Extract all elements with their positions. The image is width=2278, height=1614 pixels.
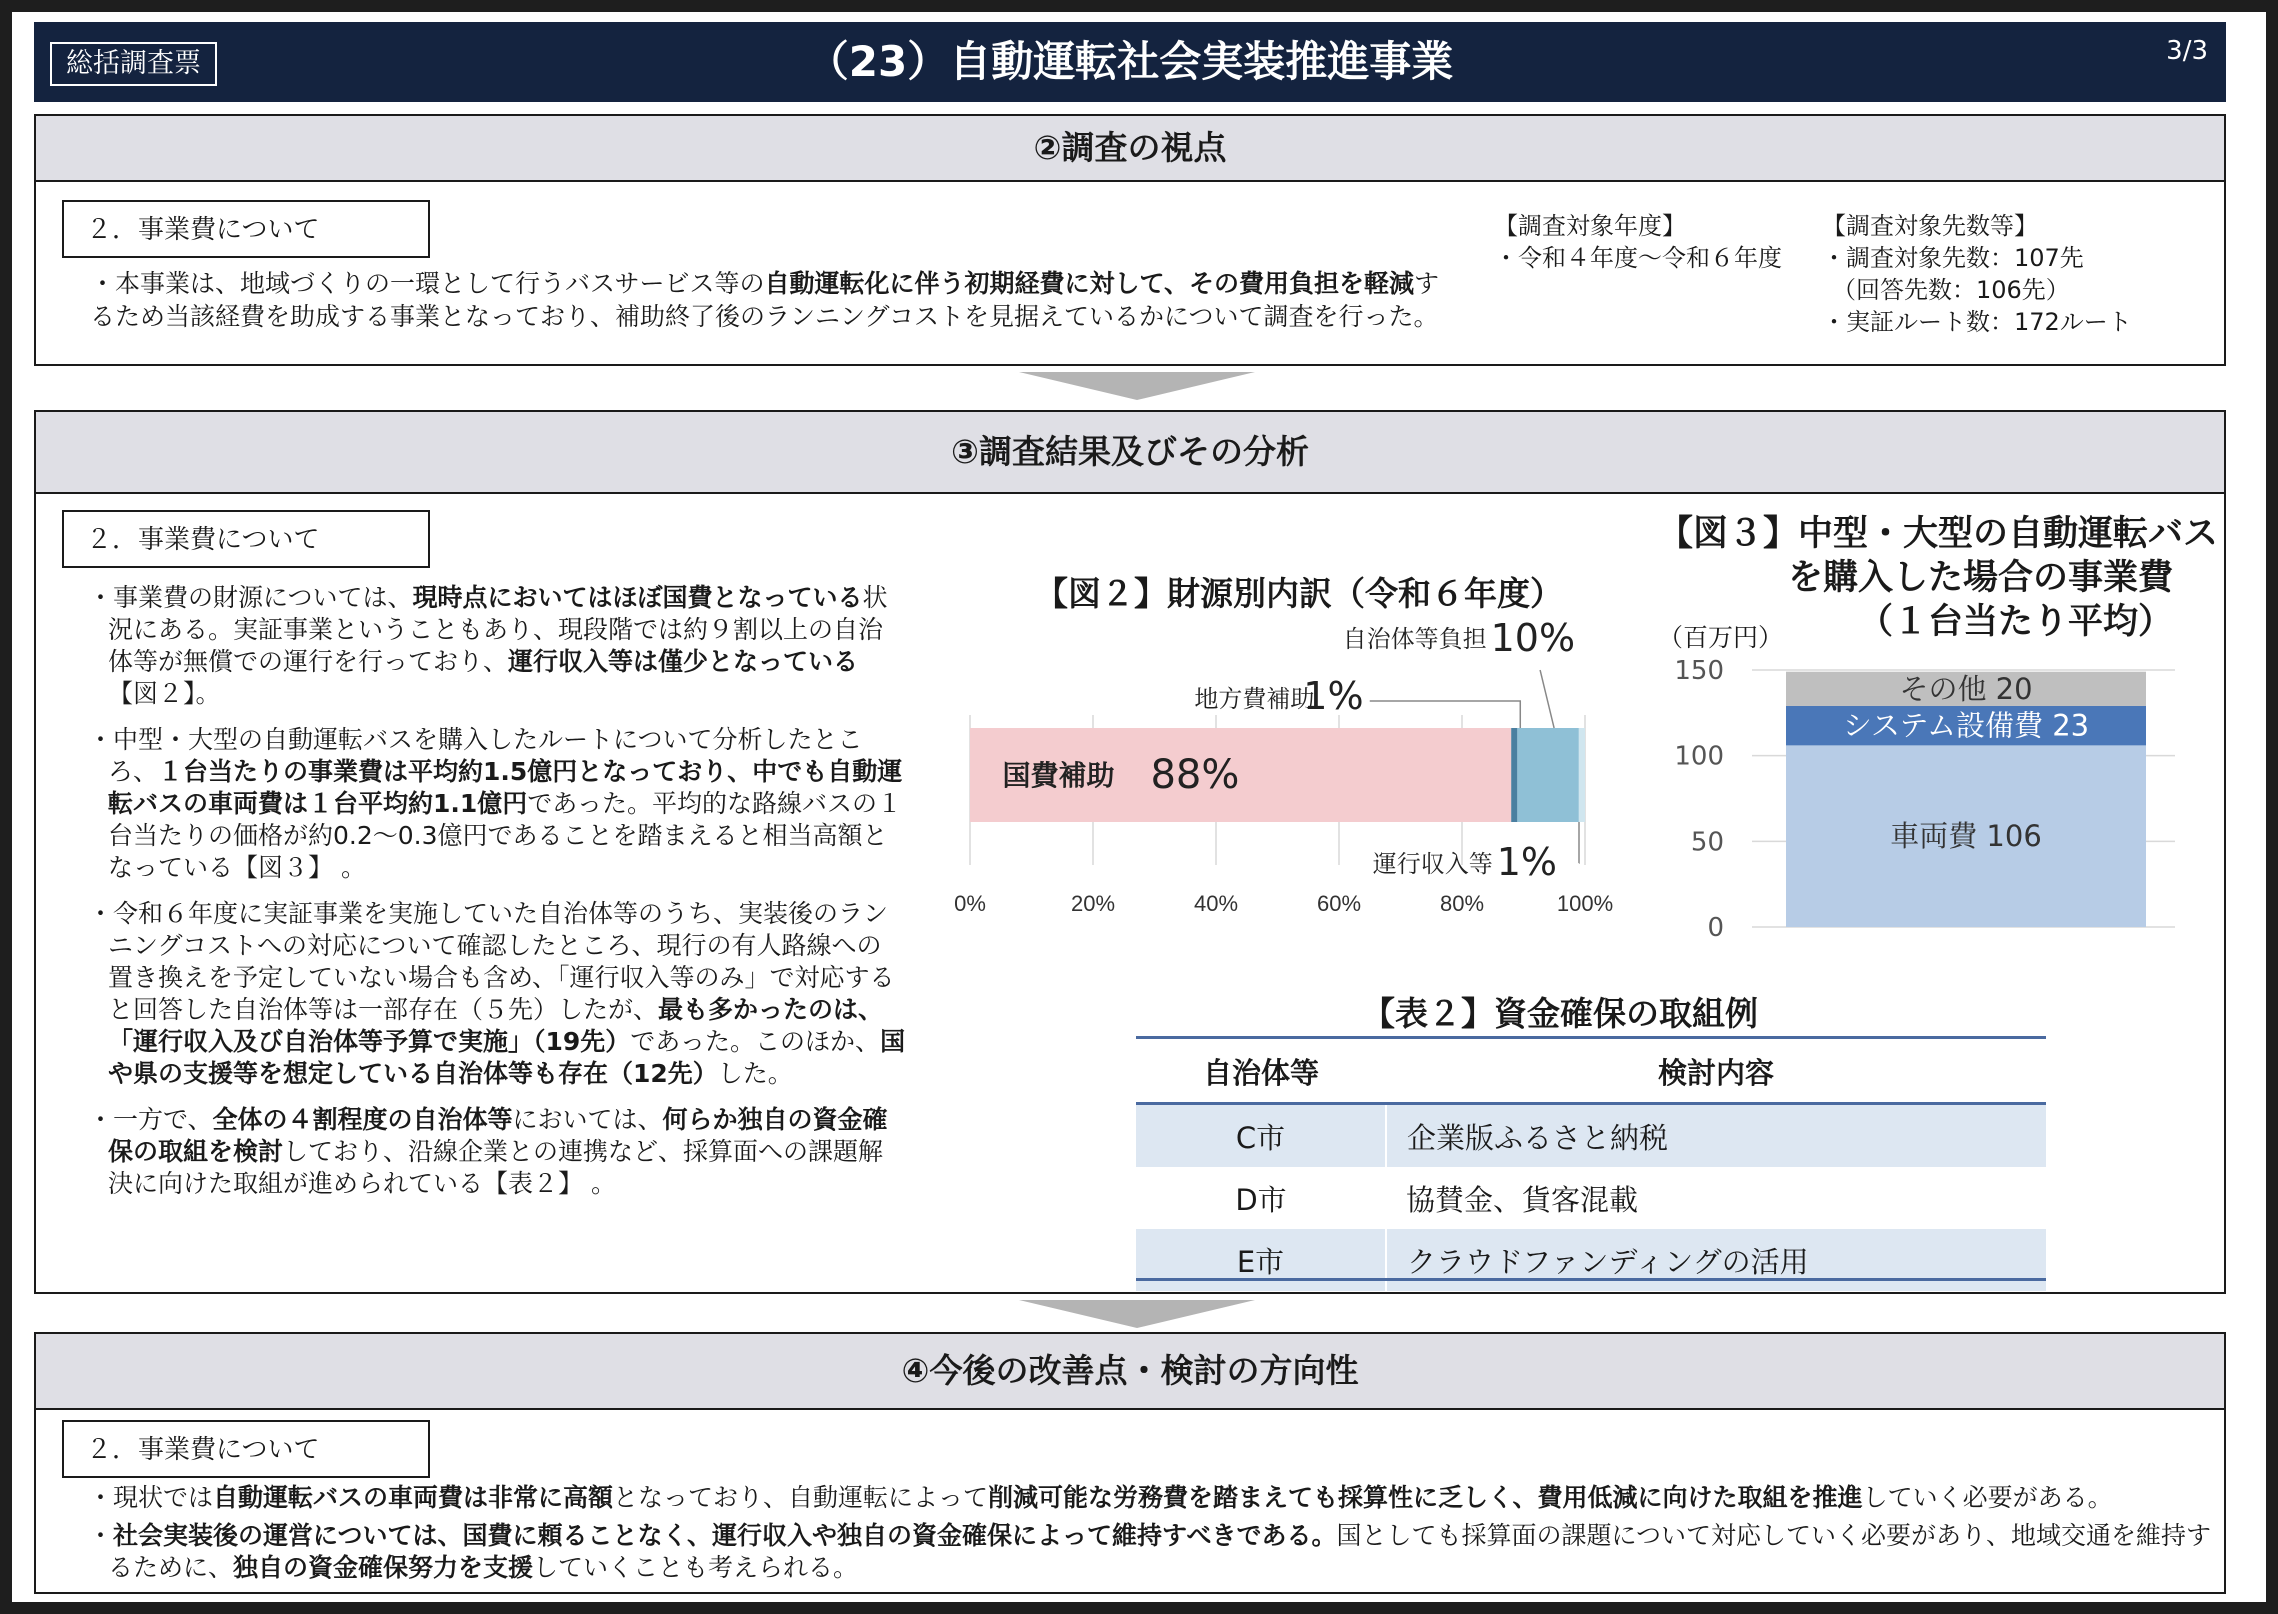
column-header: 自治体等 bbox=[1202, 1055, 1319, 1090]
table2 bbox=[1136, 1040, 2046, 1291]
fig3-tick-label: 0 bbox=[1707, 913, 1724, 943]
table-cell: 企業版ふるさと納税 bbox=[1386, 1104, 2046, 1168]
fig3-tick-label: 50 bbox=[1690, 827, 1724, 858]
bold-text: 全体の４割程度の自治体等 bbox=[212, 1105, 513, 1134]
text: ・ bbox=[88, 1521, 114, 1550]
table-cell: クラウドファンディングの活用 bbox=[1386, 1229, 2046, 1291]
page-title: （23）自動運転社会実装推進事業 bbox=[806, 37, 1454, 86]
target-count: ・調査対象先数：107先 bbox=[1822, 244, 2084, 272]
text-span: ・本事業は、地域づくりの一環として行うバスサービス等の bbox=[90, 269, 765, 298]
section-heading: ②調査の視点 bbox=[36, 116, 2224, 182]
page-number: 3/3 bbox=[2166, 36, 2208, 66]
text-bold: 自動運転化に伴う初期経費に対して、その費用負担を軽減 bbox=[764, 269, 1415, 298]
survey-year-value: ・令和４年度～令和６年度 bbox=[1494, 244, 1782, 272]
viewpoint-text bbox=[90, 267, 1450, 333]
text: 状況にある。実証事業ということもあり、現段階では約９割以上の自治体等が無償での運行を行っており、 bbox=[108, 583, 888, 676]
section-heading: ③調査結果及びその分析 bbox=[36, 412, 2224, 494]
fig3-chart bbox=[1650, 650, 2240, 943]
text: であった。このほか、 bbox=[630, 1027, 881, 1056]
fig2-series-label: 運行収入等 bbox=[1372, 850, 1493, 878]
table-cell: C市 bbox=[1235, 1120, 1286, 1155]
table-row bbox=[1136, 1167, 2046, 1229]
response-count: （回答先数：106先） bbox=[1832, 276, 2070, 304]
fig2-series-label: 地方費補助 bbox=[1194, 685, 1315, 713]
subtopic-tag: ２．事業費について bbox=[62, 1420, 430, 1478]
direction-bullets bbox=[88, 1482, 2218, 1590]
subtopic-tag: ２．事業費について bbox=[62, 200, 430, 258]
text: ・令和６年度に実証事業を実施していた自治体等のうち、実装後のランニングコストへの対応について確認したところ、現行の有人路線への置き換えを予定していない場合も含め、「運行収入等のみ」で対応すると回答した自治体等は一部存在（５先）したが、 bbox=[88, 899, 895, 1024]
fig2-data-label: 1% bbox=[1303, 674, 1364, 718]
fig3-title-line: （１台当たり平均） bbox=[1858, 602, 2174, 642]
text-span: するため当該経費を助成する事業となっており、補助終了後のランニングコストを見据えているかについて調査を行った。 bbox=[90, 269, 1440, 331]
table-row bbox=[1136, 1229, 2046, 1291]
text: しており、沿線企業との連携など、採算面への課題解決に向けた取組が進められている【表２】 。 bbox=[108, 1137, 884, 1198]
bold-text: 何らか独自の資金確保の取組を検討 bbox=[108, 1105, 888, 1166]
fig2-tick-label: 60% bbox=[1316, 891, 1362, 916]
table-header-row bbox=[1136, 1040, 2046, 1104]
fig2-data-label: 88% bbox=[1150, 752, 1240, 798]
survey-year-block bbox=[1494, 210, 1782, 274]
fig2-chart bbox=[950, 615, 1614, 925]
route-count: ・実証ルート数：172ルート bbox=[1822, 308, 2132, 336]
text: ・中型・大型の自動運転バスを購入したルートについて分析したところ、 bbox=[88, 725, 863, 786]
fig2-tick-label: 80% bbox=[1439, 891, 1485, 916]
bold-text: 社会実装後の運営については、国費に頼ることなく、運行収入や独自の資金確保によって維持すべきである。 bbox=[113, 1521, 1337, 1550]
text: 国としても採算面の課題について対応していく必要があり、地域交通を維持するために、 bbox=[108, 1521, 2212, 1582]
bold-text: 最も多かったのは、「運行収入及び自治体等予算で実施」（19先） bbox=[108, 995, 884, 1056]
text: においては、 bbox=[512, 1105, 663, 1134]
fig3-title-line: 【図３】中型・大型の自動運転バス bbox=[1658, 514, 2219, 554]
fig2-bar-segment bbox=[1517, 728, 1579, 822]
fig3-unit-label: （百万円） bbox=[1658, 623, 1784, 652]
survey-targets-block bbox=[1822, 210, 2132, 338]
text: ・事業費の財源については、 bbox=[88, 583, 413, 612]
fig2-data-label: 10% bbox=[1490, 616, 1576, 660]
survey-targets-label: 【調査対象先数等】 bbox=[1822, 212, 2038, 240]
table-row bbox=[1136, 1104, 2046, 1168]
header-bar bbox=[34, 22, 2226, 102]
fig2-series-label: 自治体等負担 bbox=[1342, 625, 1487, 653]
table2-top-rule bbox=[1136, 1036, 2046, 1039]
column-header: 検討内容 bbox=[1657, 1055, 1774, 1090]
text: していくことも考えられる。 bbox=[533, 1553, 859, 1582]
fig3-data-label: システム設備費 23 bbox=[1842, 708, 2090, 743]
survey-year-label: 【調査対象年度】 bbox=[1494, 212, 1686, 240]
flow-arrow bbox=[1019, 372, 1255, 400]
analysis-bullets bbox=[88, 582, 906, 1214]
bold-text: 現時点においてはほぼ国費となっている bbox=[412, 583, 863, 612]
bullet-item bbox=[88, 898, 906, 1090]
fig2-tick-label: 20% bbox=[1070, 891, 1116, 916]
fig3-tick-label: 150 bbox=[1674, 656, 1724, 686]
bold-text: 独自の資金確保努力を支援 bbox=[233, 1553, 534, 1582]
fig2-tick-label: 40% bbox=[1193, 891, 1239, 916]
fig3-data-label: その他 20 bbox=[1899, 671, 2033, 706]
bullet-item bbox=[88, 724, 906, 884]
bold-text: 国や県の支援等を想定している自治体等も存在（12先） bbox=[108, 1027, 906, 1088]
fig2-series-label: 国費補助 bbox=[1002, 759, 1115, 792]
fig2-tick-label: 0% bbox=[954, 891, 986, 916]
text: 【図２】。 bbox=[108, 679, 221, 708]
text: していく必要がある。 bbox=[1862, 1483, 2113, 1512]
sheet-type-badge: 総括調査票 bbox=[50, 42, 217, 86]
fig2-leader-line bbox=[1370, 701, 1521, 728]
table-cell: E市 bbox=[1236, 1244, 1285, 1279]
fig2-leader-line bbox=[1540, 670, 1554, 728]
fig2-bar-segment bbox=[1579, 728, 1585, 822]
table-cell: D市 bbox=[1235, 1182, 1287, 1217]
bold-text: 削減可能な労務費を踏まえても採算性に乏しく、費用低減に向けた取組を推進 bbox=[988, 1483, 1863, 1512]
table2-title: 【表２】資金確保の取組例 bbox=[1362, 994, 1758, 1033]
bullet-item bbox=[88, 1520, 2218, 1584]
bullet-item bbox=[88, 582, 906, 710]
flow-arrow bbox=[1019, 1300, 1255, 1328]
fig2-tick-label: 100% bbox=[1556, 891, 1614, 916]
bullet-item bbox=[88, 1104, 906, 1200]
subtopic-tag: ２．事業費について bbox=[62, 510, 430, 568]
fig3-data-label: 車両費 106 bbox=[1890, 819, 2042, 854]
bold-text: １台当たりの事業費は平均約1.5億円となっており、中でも自動運転バスの車両費は１台平均約1.1億円 bbox=[108, 757, 903, 818]
bullet-item bbox=[88, 1482, 2218, 1514]
text: であった。平均的な路線バスの１台当たりの価格が約0.2～0.3億円であることを踏まえると相当高額となっている【図３】 。 bbox=[108, 789, 903, 882]
fig2-bar-segment bbox=[1511, 728, 1517, 822]
text: ・現状では bbox=[88, 1483, 214, 1512]
text: ・一方で、 bbox=[88, 1105, 213, 1134]
fig2-title: 【図２】財源別内訳（令和６年度） bbox=[1035, 574, 1563, 613]
bold-text: 運行収入等は僅少となっている bbox=[508, 647, 859, 676]
text: した。 bbox=[717, 1059, 793, 1088]
section-heading: ④今後の改善点・検討の方向性 bbox=[36, 1334, 2224, 1410]
text: となっており、自動運転によって bbox=[613, 1483, 989, 1512]
bold-text: 自動運転バスの車両費は非常に高額 bbox=[213, 1483, 614, 1512]
fig3-title-line: を購入した場合の事業費 bbox=[1788, 558, 2174, 598]
fig2-data-label: 1% bbox=[1496, 840, 1558, 884]
table-cell: 協賛金、貨客混載 bbox=[1406, 1182, 1639, 1217]
fig3-tick-label: 100 bbox=[1674, 741, 1724, 772]
table2-bottom-rule bbox=[1136, 1278, 2046, 1281]
